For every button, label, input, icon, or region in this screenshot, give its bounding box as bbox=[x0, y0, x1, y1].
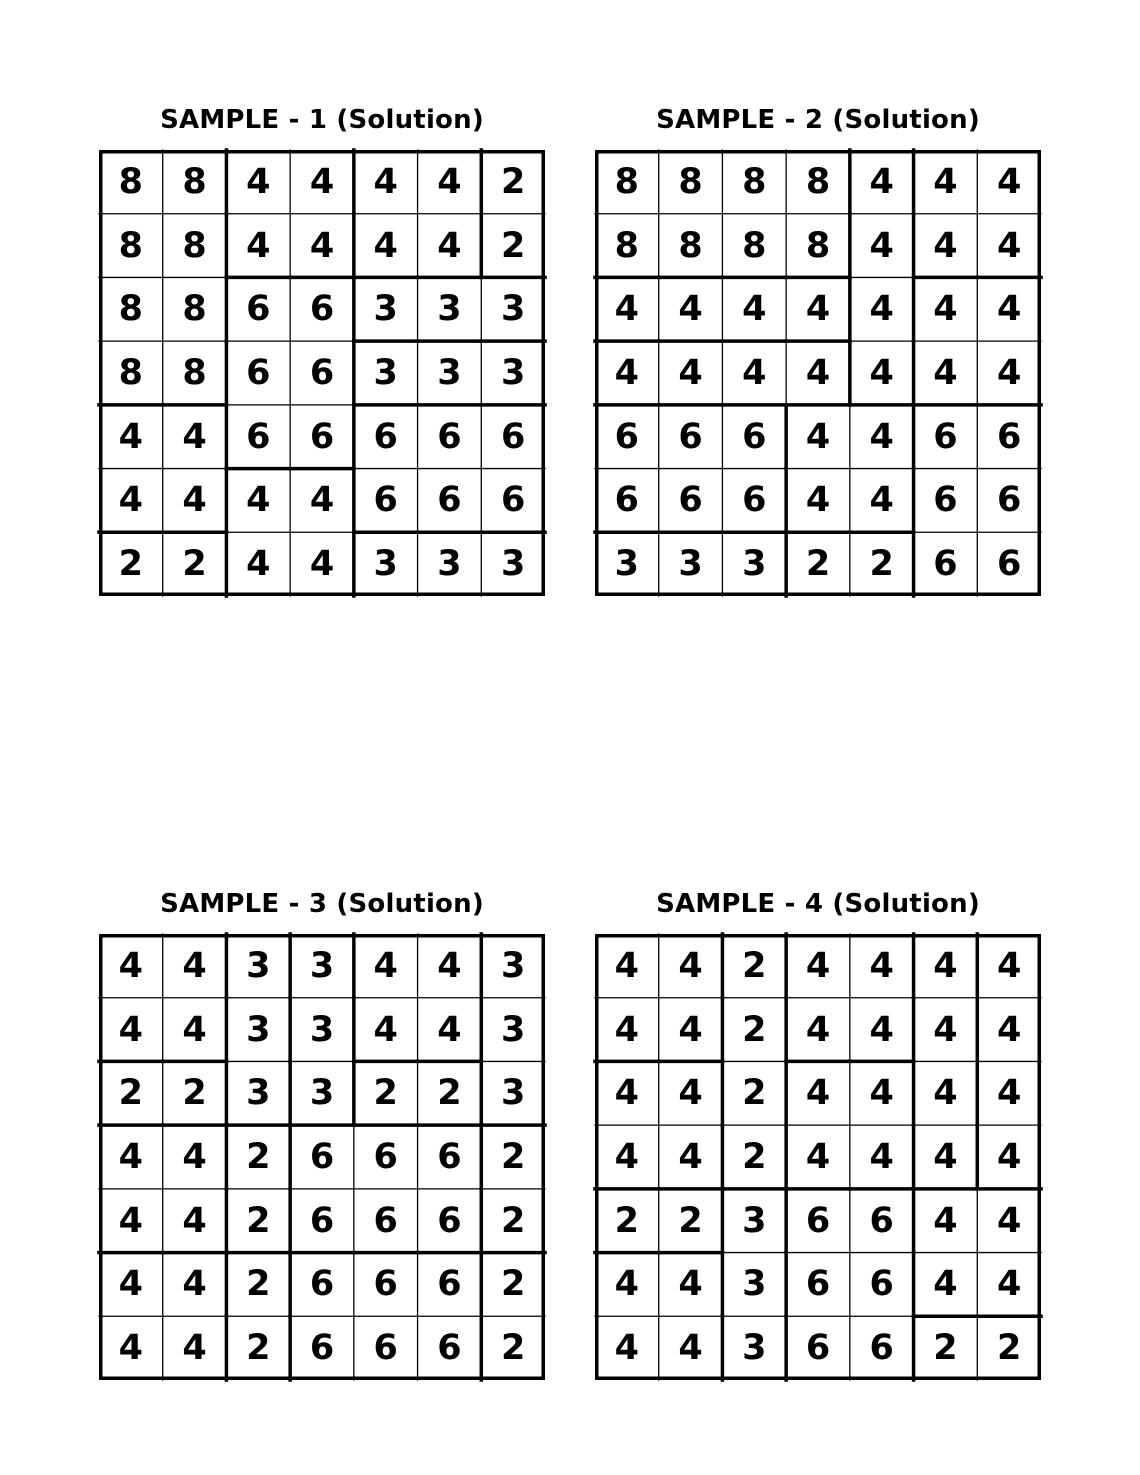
grid-cell: 4 bbox=[933, 289, 958, 330]
grid-cell: 6 bbox=[933, 480, 958, 521]
grid-cell: 6 bbox=[805, 1200, 831, 1241]
grid-cell: 4 bbox=[678, 1073, 703, 1114]
grid-cell: 4 bbox=[742, 289, 767, 330]
grid-cell: 6 bbox=[373, 416, 398, 457]
grid-cell: 3 bbox=[309, 1009, 335, 1050]
grid-cell: 2 bbox=[246, 1264, 271, 1305]
grid-cell: 2 bbox=[118, 1073, 144, 1114]
grid-cell: 4 bbox=[678, 1136, 703, 1177]
grid-cell: 3 bbox=[500, 1073, 526, 1114]
grid-cell: 3 bbox=[246, 1073, 271, 1114]
grid-cell: 6 bbox=[309, 1264, 335, 1305]
grid-cell: 4 bbox=[996, 1073, 1022, 1114]
grid-cell: 3 bbox=[373, 352, 398, 393]
grid-cell: 6 bbox=[373, 1136, 398, 1177]
grid-cell: 8 bbox=[182, 289, 207, 330]
grid-cell: 8 bbox=[678, 161, 703, 202]
grid-cell: 6 bbox=[309, 1200, 335, 1241]
grid-cell: 4 bbox=[118, 480, 144, 521]
grid-cell: 4 bbox=[309, 161, 335, 202]
grid-cell: 8 bbox=[118, 289, 144, 330]
grid-cell: 3 bbox=[309, 945, 335, 986]
grid-cell: 4 bbox=[996, 1264, 1022, 1305]
grid-cell: 4 bbox=[933, 945, 958, 986]
grid-cell: 3 bbox=[500, 289, 526, 330]
grid-cell: 8 bbox=[182, 352, 207, 393]
grid-cell: 4 bbox=[869, 352, 894, 393]
grid-cell: 6 bbox=[437, 416, 462, 457]
grid-cell: 2 bbox=[614, 1200, 640, 1241]
grid-cell: 6 bbox=[437, 1264, 462, 1305]
grid-cell: 2 bbox=[805, 544, 831, 585]
grid-cell: 8 bbox=[742, 225, 767, 266]
grid-cell: 4 bbox=[869, 1136, 894, 1177]
grid-lines bbox=[99, 934, 545, 1380]
grid-cell: 6 bbox=[437, 1328, 462, 1369]
grid-outer-border bbox=[101, 936, 544, 1379]
grid-cell: 4 bbox=[182, 1136, 207, 1177]
grid-cell: 4 bbox=[678, 289, 703, 330]
grid-cell: 3 bbox=[437, 352, 462, 393]
grid-cell: 8 bbox=[805, 225, 831, 266]
grid-cell: 4 bbox=[309, 544, 335, 585]
grid-cell: 4 bbox=[933, 1136, 958, 1177]
puzzle-title: SAMPLE - 3 (Solution) bbox=[160, 889, 484, 919]
grid-cell: 6 bbox=[500, 416, 526, 457]
grid-cell: 4 bbox=[678, 1009, 703, 1050]
grid-cell: 8 bbox=[118, 225, 144, 266]
grid-cell: 4 bbox=[933, 1073, 958, 1114]
grid-cell: 3 bbox=[500, 544, 526, 585]
grid-cell: 4 bbox=[933, 161, 958, 202]
puzzle-grid bbox=[595, 934, 1041, 1380]
grid-cell: 2 bbox=[246, 1328, 271, 1369]
grid-cell: 4 bbox=[869, 945, 894, 986]
grid-cell: 4 bbox=[614, 1264, 640, 1305]
grid-cell: 4 bbox=[869, 161, 894, 202]
grid-cell: 4 bbox=[182, 1264, 207, 1305]
grid-cell: 3 bbox=[246, 1009, 271, 1050]
grid-cell: 4 bbox=[996, 352, 1022, 393]
grid-cell: 4 bbox=[182, 480, 207, 521]
grid-cell: 4 bbox=[182, 416, 207, 457]
grid-cell: 4 bbox=[118, 1264, 144, 1305]
grid-cell: 4 bbox=[678, 1328, 703, 1369]
grid-cell: 4 bbox=[996, 1200, 1022, 1241]
grid-cell: 6 bbox=[246, 416, 271, 457]
grid-cell: 3 bbox=[437, 289, 462, 330]
grid-lines bbox=[595, 150, 1041, 596]
grid-cell: 3 bbox=[742, 1200, 767, 1241]
grid-cell: 4 bbox=[246, 161, 271, 202]
grid-cell: 2 bbox=[869, 544, 894, 585]
grid-cell: 4 bbox=[805, 352, 831, 393]
grid-cell: 4 bbox=[118, 416, 144, 457]
grid-cell: 2 bbox=[246, 1200, 271, 1241]
grid-cell: 4 bbox=[182, 1328, 207, 1369]
grid-cell: 4 bbox=[869, 480, 894, 521]
grid-cell: 4 bbox=[614, 1009, 640, 1050]
grid-cell: 6 bbox=[614, 480, 640, 521]
grid-cell: 8 bbox=[614, 225, 640, 266]
grid-cell: 2 bbox=[118, 544, 144, 585]
grid-cell: 4 bbox=[437, 945, 462, 986]
grid-cell: 3 bbox=[742, 1328, 767, 1369]
grid-cell: 2 bbox=[500, 1136, 526, 1177]
grid-cell: 3 bbox=[246, 945, 271, 986]
grid-cell: 4 bbox=[614, 945, 640, 986]
grid-cell: 3 bbox=[742, 544, 767, 585]
grid-cell: 6 bbox=[869, 1328, 894, 1369]
grid-cell: 2 bbox=[500, 1328, 526, 1369]
puzzle-grid bbox=[595, 150, 1041, 596]
grid-cell: 6 bbox=[309, 352, 335, 393]
grid-cell: 6 bbox=[742, 480, 767, 521]
grid-outer-border bbox=[597, 936, 1040, 1379]
grid-outer-border bbox=[101, 152, 544, 595]
grid-cell: 4 bbox=[437, 1009, 462, 1050]
grid-cell: 2 bbox=[742, 1009, 767, 1050]
grid-cell: 2 bbox=[437, 1073, 462, 1114]
grid-cell: 6 bbox=[678, 480, 703, 521]
grid-cell: 6 bbox=[246, 289, 271, 330]
grid-cell: 4 bbox=[614, 1328, 640, 1369]
grid-cell: 4 bbox=[869, 1009, 894, 1050]
grid-cell: 6 bbox=[996, 544, 1022, 585]
grid-cell: 2 bbox=[742, 945, 767, 986]
grid-cell: 4 bbox=[678, 352, 703, 393]
grid-cell: 8 bbox=[118, 161, 144, 202]
grid-cell: 2 bbox=[996, 1328, 1022, 1369]
grid-cell: 6 bbox=[996, 480, 1022, 521]
grid-cell: 4 bbox=[614, 289, 640, 330]
grid-cell: 4 bbox=[742, 352, 767, 393]
grid-cell: 6 bbox=[805, 1264, 831, 1305]
grid-cell: 6 bbox=[933, 544, 958, 585]
grid-cell: 4 bbox=[118, 1009, 144, 1050]
grid-cell: 3 bbox=[309, 1073, 335, 1114]
grid-cell: 4 bbox=[437, 225, 462, 266]
grid-cell: 2 bbox=[500, 1200, 526, 1241]
grid-cell: 4 bbox=[118, 945, 144, 986]
grid-cell: 2 bbox=[500, 161, 526, 202]
grid-cell: 4 bbox=[805, 1136, 831, 1177]
grid-cell: 3 bbox=[678, 544, 703, 585]
grid-cell: 6 bbox=[614, 416, 640, 457]
grid-cell: 2 bbox=[742, 1136, 767, 1177]
grid-cell: 4 bbox=[246, 544, 271, 585]
grid-cell: 6 bbox=[678, 416, 703, 457]
grid-cell: 6 bbox=[437, 1136, 462, 1177]
grid-cell: 6 bbox=[309, 1328, 335, 1369]
grid-cell: 4 bbox=[118, 1200, 144, 1241]
grid-cell: 3 bbox=[437, 544, 462, 585]
grid-cell: 4 bbox=[996, 945, 1022, 986]
grid-cell: 4 bbox=[246, 225, 271, 266]
grid-cell: 2 bbox=[373, 1073, 398, 1114]
grid-cell: 2 bbox=[933, 1328, 958, 1369]
grid-cell: 4 bbox=[996, 1136, 1022, 1177]
grid-cell: 2 bbox=[246, 1136, 271, 1177]
grid-cell: 8 bbox=[182, 161, 207, 202]
grid-cell: 4 bbox=[182, 945, 207, 986]
grid-cell: 8 bbox=[678, 225, 703, 266]
grid-cell: 4 bbox=[309, 480, 335, 521]
grid-cell: 6 bbox=[437, 480, 462, 521]
grid-cell: 2 bbox=[500, 225, 526, 266]
grid-cell: 2 bbox=[182, 1073, 207, 1114]
grid-cell: 4 bbox=[869, 225, 894, 266]
grid-cell: 4 bbox=[933, 1009, 958, 1050]
grid-cell: 6 bbox=[373, 480, 398, 521]
grid-cell: 6 bbox=[309, 1136, 335, 1177]
grid-cell: 8 bbox=[742, 161, 767, 202]
puzzle-grid bbox=[99, 150, 545, 596]
grid-cell: 6 bbox=[309, 416, 335, 457]
grid-cell: 4 bbox=[373, 1009, 398, 1050]
grid-cell: 4 bbox=[309, 225, 335, 266]
grid-cell: 2 bbox=[500, 1264, 526, 1305]
grid-cell: 4 bbox=[373, 945, 398, 986]
grid-cell: 4 bbox=[933, 352, 958, 393]
grid-cell: 6 bbox=[246, 352, 271, 393]
grid-cell: 8 bbox=[118, 352, 144, 393]
grid-cell: 6 bbox=[500, 480, 526, 521]
grid-cell: 3 bbox=[614, 544, 640, 585]
puzzle-title: SAMPLE - 4 (Solution) bbox=[656, 889, 980, 919]
grid-cell: 3 bbox=[500, 1009, 526, 1050]
grid-cell: 4 bbox=[805, 289, 831, 330]
puzzle-grid bbox=[99, 934, 545, 1380]
puzzle-title: SAMPLE - 1 (Solution) bbox=[160, 105, 484, 135]
grid-cell: 6 bbox=[309, 289, 335, 330]
grid-cell: 4 bbox=[246, 480, 271, 521]
grid-cell: 6 bbox=[373, 1328, 398, 1369]
grid-cell: 6 bbox=[933, 416, 958, 457]
grid-cell: 4 bbox=[678, 945, 703, 986]
grid-cell: 3 bbox=[742, 1264, 767, 1305]
grid-cell: 4 bbox=[118, 1328, 144, 1369]
grid-outer-border bbox=[597, 152, 1040, 595]
grid-cell: 4 bbox=[373, 161, 398, 202]
grid-cell: 4 bbox=[996, 1009, 1022, 1050]
grid-cell: 4 bbox=[805, 480, 831, 521]
grid-cell: 4 bbox=[678, 1264, 703, 1305]
grid-lines bbox=[99, 150, 545, 596]
grid-cell: 4 bbox=[805, 1009, 831, 1050]
grid-cell: 3 bbox=[500, 352, 526, 393]
grid-cell: 2 bbox=[678, 1200, 703, 1241]
grid-cell: 4 bbox=[996, 225, 1022, 266]
grid-cell: 8 bbox=[805, 161, 831, 202]
grid-cell: 2 bbox=[742, 1073, 767, 1114]
grid-cell: 6 bbox=[869, 1264, 894, 1305]
grid-cell: 4 bbox=[869, 1073, 894, 1114]
grid-cell: 4 bbox=[996, 289, 1022, 330]
grid-cell: 4 bbox=[614, 1136, 640, 1177]
grid-cell: 3 bbox=[373, 289, 398, 330]
grid-lines bbox=[595, 934, 1041, 1380]
grid-cell: 2 bbox=[182, 544, 207, 585]
grid-cell: 6 bbox=[805, 1328, 831, 1369]
grid-cell: 4 bbox=[614, 1073, 640, 1114]
grid-cell: 6 bbox=[373, 1200, 398, 1241]
grid-cell: 4 bbox=[118, 1136, 144, 1177]
grid-cell: 8 bbox=[614, 161, 640, 202]
grid-cell: 4 bbox=[933, 1200, 958, 1241]
grid-cell: 6 bbox=[437, 1200, 462, 1241]
grid-cell: 4 bbox=[805, 945, 831, 986]
grid-cell: 4 bbox=[996, 161, 1022, 202]
grid-cell: 8 bbox=[182, 225, 207, 266]
grid-cell: 3 bbox=[500, 945, 526, 986]
grid-cell: 3 bbox=[373, 544, 398, 585]
grid-cell: 4 bbox=[805, 1073, 831, 1114]
grid-cell: 6 bbox=[996, 416, 1022, 457]
grid-cell: 4 bbox=[437, 161, 462, 202]
grid-cell: 4 bbox=[805, 416, 831, 457]
grid-cell: 4 bbox=[182, 1009, 207, 1050]
grid-cell: 6 bbox=[373, 1264, 398, 1305]
grid-cell: 6 bbox=[869, 1200, 894, 1241]
grid-cell: 4 bbox=[182, 1200, 207, 1241]
grid-cell: 4 bbox=[373, 225, 398, 266]
grid-cell: 4 bbox=[869, 416, 894, 457]
grid-cell: 4 bbox=[933, 225, 958, 266]
grid-cell: 4 bbox=[614, 352, 640, 393]
grid-cell: 4 bbox=[869, 289, 894, 330]
grid-cell: 4 bbox=[933, 1264, 958, 1305]
grid-cell: 6 bbox=[742, 416, 767, 457]
puzzle-title: SAMPLE - 2 (Solution) bbox=[656, 105, 980, 135]
